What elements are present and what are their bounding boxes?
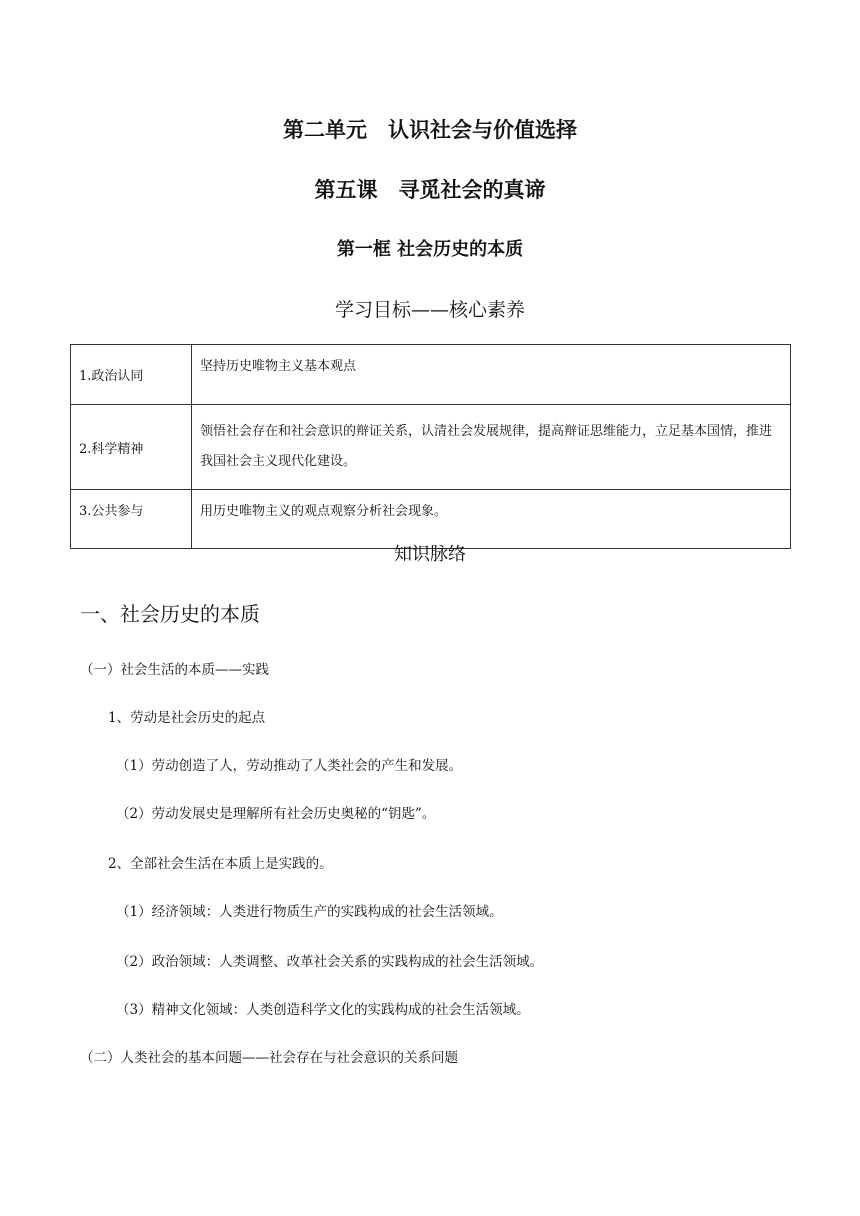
goal-label: 2.科学精神 [71, 405, 192, 490]
goal-text: 用历史唯物主义的观点观察分析社会现象。 [192, 490, 791, 549]
point-item: （2）政治领域：人类调整、改革社会关系的实践构成的社会生活领域。 [116, 954, 544, 970]
part1-heading: 一、社会历史的本质 [80, 602, 260, 626]
goal-label: 1.政治认同 [71, 345, 192, 405]
goals-heading: 学习目标——核心素养 [334, 299, 525, 321]
point-heading: 1、劳动是社会历史的起点 [108, 710, 266, 726]
point-item: （1）劳动创造了人，劳动推动了人类社会的产生和发展。 [116, 758, 463, 774]
point-item: （1）经济领域：人类进行物质生产的实践构成的社会生活领域。 [116, 904, 503, 920]
goal-text: 领悟社会存在和社会意识的辩证关系，认清社会发展规律，提高辩证思维能力，立足基本国情，推进我国社会主义现代化建设。 [192, 405, 791, 490]
subsection-heading: （二）人类社会的基本问题——社会存在与社会意识的关系问题 [80, 1050, 458, 1066]
goals-table [70, 344, 791, 549]
goals-row [71, 345, 791, 405]
point-item: （2）劳动发展史是理解所有社会历史奥秘的“钥匙”。 [116, 806, 436, 822]
knowledge-heading: 知识脉络 [394, 544, 466, 565]
goals-row [71, 405, 791, 490]
unit-title: 第二单元 认识社会与价值选择 [283, 118, 577, 142]
subsection-heading: （一）社会生活的本质——实践 [80, 662, 269, 678]
goal-text: 坚持历史唯物主义基本观点 [192, 345, 791, 405]
goal-label: 3.公共参与 [71, 490, 192, 549]
section-title: 第一框 社会历史的本质 [336, 239, 524, 260]
point-item: （3）精神文化领域：人类创造科学文化的实践构成的社会生活领域。 [116, 1002, 530, 1018]
point-heading: 2、全部社会生活在本质上是实践的。 [108, 856, 333, 872]
lesson-title: 第五课 寻觅社会的真谛 [314, 178, 546, 202]
